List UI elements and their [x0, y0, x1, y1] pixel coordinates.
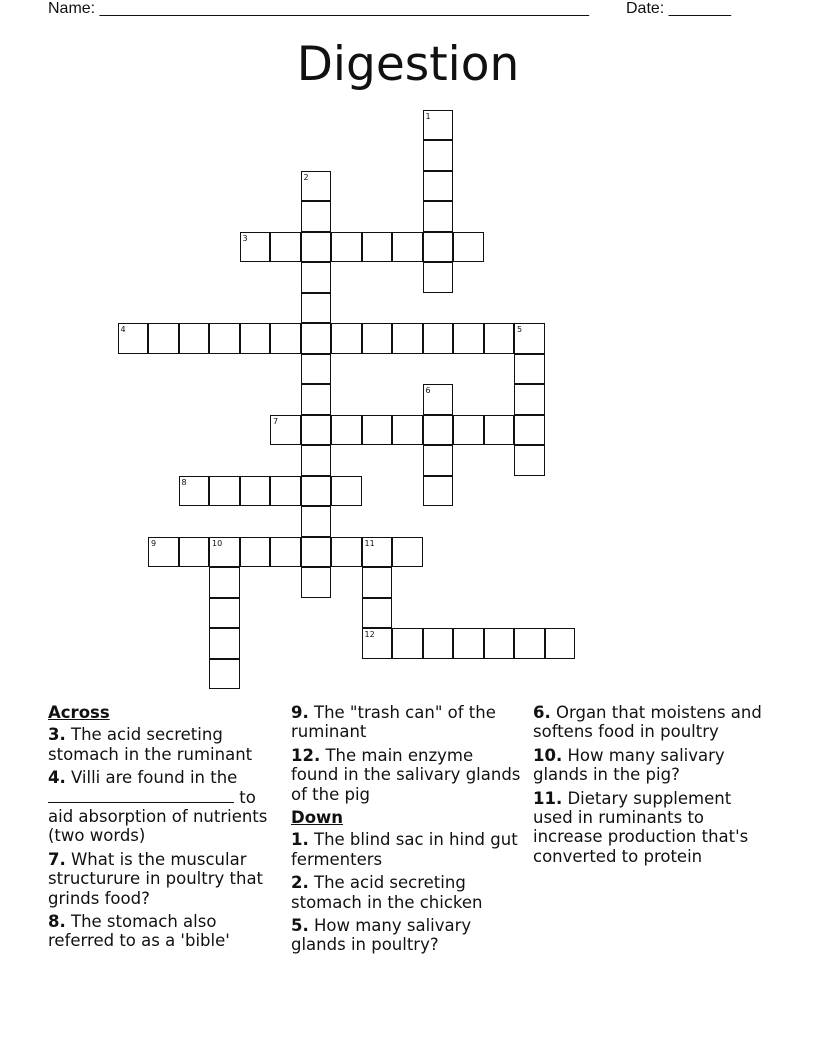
clue-column-1 [48, 703, 278, 955]
clue-number: 5. [291, 916, 309, 936]
crossword-cell[interactable] [545, 628, 576, 659]
crossword-cell[interactable] [209, 476, 240, 507]
crossword-cell[interactable] [514, 323, 545, 354]
crossword-cell[interactable] [148, 323, 179, 354]
crossword-cell[interactable] [423, 110, 454, 141]
crossword-cell[interactable] [362, 537, 393, 568]
name-label: Name: [48, 0, 96, 17]
crossword-cell[interactable] [301, 537, 332, 568]
crossword-cell[interactable] [392, 232, 423, 263]
cell-number: 1 [425, 111, 431, 121]
clue-column-2 [291, 703, 521, 959]
clue-number: 11. [533, 788, 563, 808]
crossword-cell[interactable] [301, 445, 332, 476]
crossword-cell[interactable] [423, 445, 454, 476]
crossword-cell[interactable] [270, 476, 301, 507]
crossword-cell[interactable] [270, 232, 301, 263]
clue-text: How many salivary glands in poultry? [291, 916, 472, 955]
clue-text: Dietary supplement used in ruminants to increase production that's converted to protein [533, 788, 749, 866]
clue-across-9 [291, 703, 521, 742]
clue-number: 1. [291, 830, 309, 850]
clue-number: 9. [291, 703, 309, 722]
crossword-cell[interactable] [179, 537, 210, 568]
crossword-cell[interactable] [270, 415, 301, 446]
down-heading: Down [291, 808, 344, 828]
crossword-cell[interactable] [301, 476, 332, 507]
crossword-cell[interactable] [423, 323, 454, 354]
crossword-cell[interactable] [423, 232, 454, 263]
crossword-cell[interactable] [209, 567, 240, 598]
crossword-cell[interactable] [301, 354, 332, 385]
clue-across-7 [48, 850, 278, 908]
clue-text: Villi are found in the [65, 768, 238, 788]
crossword-cell[interactable] [423, 201, 454, 232]
crossword-cell[interactable] [301, 506, 332, 537]
crossword-cell[interactable] [423, 628, 454, 659]
crossword-cell[interactable] [423, 140, 454, 171]
crossword-cell[interactable] [514, 445, 545, 476]
clue-across-3 [48, 725, 278, 764]
clue-text: The acid secreting stomach in the ruminant [48, 725, 253, 764]
crossword-cell[interactable] [331, 537, 362, 568]
answer-blank [48, 788, 234, 803]
crossword-cell[interactable] [362, 628, 393, 659]
crossword-cell[interactable] [240, 537, 271, 568]
crossword-cell[interactable] [331, 476, 362, 507]
crossword-cell[interactable] [392, 628, 423, 659]
clue-text: to aid absorption of nutrients (two words) [48, 787, 268, 846]
clue-number: 3. [48, 725, 66, 745]
cell-number: 7 [273, 416, 279, 426]
cell-number: 4 [120, 325, 126, 334]
crossword-cell[interactable] [331, 232, 362, 263]
crossword-cell[interactable] [209, 659, 240, 690]
clue-down-11 [533, 789, 763, 867]
crossword-cell[interactable] [301, 384, 332, 415]
clue-text: The main enzyme found in the salivary glands of the pig [291, 745, 521, 804]
crossword-cell[interactable] [514, 415, 545, 446]
crossword-cell[interactable] [453, 628, 484, 659]
crossword-cell[interactable] [209, 598, 240, 629]
cell-number: 3 [242, 233, 248, 243]
crossword-cell[interactable] [423, 476, 454, 507]
crossword-cell[interactable] [240, 476, 271, 507]
crossword-cell[interactable] [331, 323, 362, 354]
clue-number: 7. [48, 849, 66, 869]
cell-number: 9 [151, 538, 157, 548]
crossword-cell[interactable] [331, 415, 362, 446]
cell-number: 2 [303, 172, 309, 182]
across-heading: Across [48, 703, 110, 722]
crossword-cell[interactable] [514, 354, 545, 385]
crossword-cell[interactable] [209, 323, 240, 354]
name-blank: _______________________________________________________ [99, 0, 589, 17]
crossword-cell[interactable] [484, 628, 515, 659]
crossword-cell[interactable] [209, 537, 240, 568]
clue-number: 12. [291, 745, 321, 765]
cell-number: 6 [425, 386, 431, 395]
clue-down-2 [291, 873, 521, 912]
crossword-cell[interactable] [484, 323, 515, 354]
clue-number: 2. [291, 873, 309, 893]
crossword-cell[interactable] [362, 323, 393, 354]
crossword-cell[interactable] [362, 232, 393, 263]
crossword-cell[interactable] [301, 232, 332, 263]
crossword-cell[interactable] [362, 567, 393, 598]
clue-down-5 [291, 916, 521, 955]
crossword-cell[interactable] [423, 384, 454, 415]
crossword-cell[interactable] [423, 415, 454, 446]
crossword-cell[interactable] [270, 323, 301, 354]
crossword-cell[interactable] [179, 476, 210, 507]
crossword-cell[interactable] [209, 628, 240, 659]
clue-number: 4. [48, 768, 66, 788]
clue-text: What is the muscular structurure in poultry that grinds food? [48, 849, 264, 908]
clue-text: The "trash can" of the ruminant [291, 703, 496, 742]
date-label: Date: [626, 0, 665, 17]
crossword-cell[interactable] [179, 323, 210, 354]
crossword-cell[interactable] [392, 415, 423, 446]
crossword-cell[interactable] [301, 323, 332, 354]
crossword-cell[interactable] [301, 201, 332, 232]
clue-column-3 [533, 703, 763, 870]
cell-number: 12 [364, 630, 375, 639]
crossword-cell[interactable] [301, 293, 332, 324]
clue-text: The blind sac in hind gut fermenters [291, 830, 518, 869]
crossword-cell[interactable] [301, 567, 332, 598]
clue-number: 10. [533, 745, 563, 765]
clue-down-10 [533, 746, 763, 785]
crossword-cell[interactable] [423, 262, 454, 293]
crossword-cell[interactable] [392, 537, 423, 568]
crossword-cell[interactable] [270, 537, 301, 568]
crossword-cell[interactable] [423, 171, 454, 202]
cell-number: 8 [181, 477, 187, 487]
clue-across-4 [48, 768, 278, 846]
crossword-cell[interactable] [240, 232, 271, 263]
cell-number: 10 [212, 538, 223, 548]
crossword-cell[interactable] [240, 323, 271, 354]
date-blank: _______ [668, 0, 731, 17]
clue-down-6 [533, 703, 763, 742]
crossword-cell[interactable] [362, 415, 393, 446]
crossword-cell[interactable] [453, 232, 484, 263]
crossword-cell[interactable] [301, 262, 332, 293]
clue-number: 8. [48, 912, 66, 932]
clue-text: The stomach also referred to as a 'bible' [48, 912, 230, 951]
clue-across-8 [48, 912, 278, 951]
crossword-cell[interactable] [148, 537, 179, 568]
crossword-cell[interactable] [484, 415, 515, 446]
crossword-cell[interactable] [453, 415, 484, 446]
clue-text: The acid secreting stomach in the chicken [291, 873, 483, 912]
crossword-cell[interactable] [301, 415, 332, 446]
crossword-cell[interactable] [118, 323, 149, 354]
crossword-cell[interactable] [514, 384, 545, 415]
cell-number: 5 [517, 325, 523, 334]
clue-text: Organ that moistens and softens food in poultry [533, 703, 762, 742]
crossword-cell[interactable] [392, 323, 423, 354]
crossword-cell[interactable] [453, 323, 484, 354]
clue-across-12 [291, 746, 521, 804]
clue-number: 6. [533, 703, 551, 722]
crossword-cell[interactable] [301, 171, 332, 202]
page-title: Digestion [296, 37, 520, 92]
clue-text: How many salivary glands in the pig? [533, 745, 725, 785]
cell-number: 11 [364, 538, 375, 548]
crossword-cell[interactable] [362, 598, 393, 629]
clue-down-1 [291, 830, 521, 869]
crossword-cell[interactable] [514, 628, 545, 659]
